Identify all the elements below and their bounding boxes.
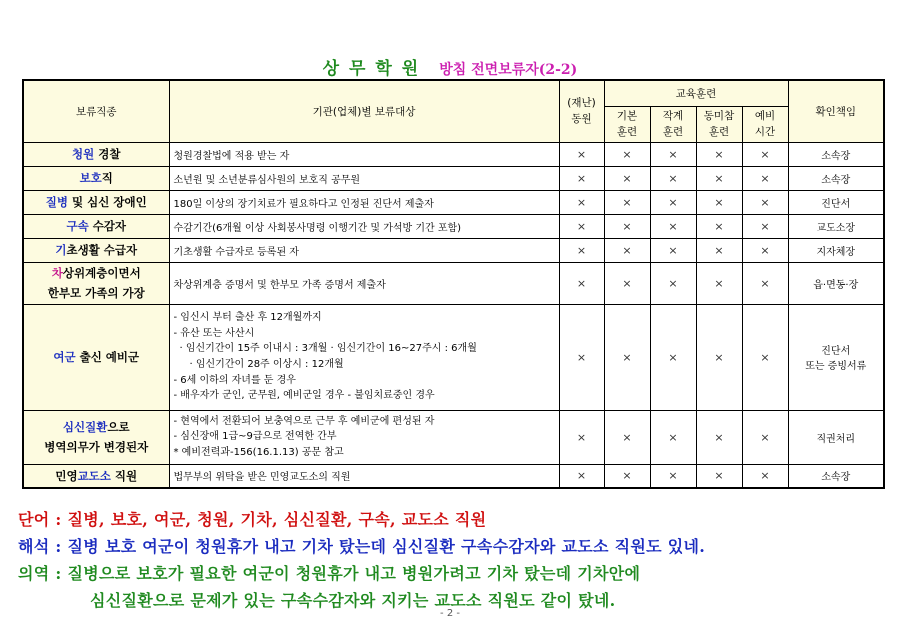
target-cell: 법무부의 위탁을 받은 민영교도소의 직원 [169,464,559,488]
category-highlight: 질병 [45,195,69,209]
confirm-cell: 지자체장 [788,238,884,262]
confirm-cell: 소속장 [788,464,884,488]
category-cell [23,214,169,238]
mark-cell: × [742,410,788,464]
mark-cell: × [742,142,788,166]
mark-cell: × [650,190,696,214]
header-category: 보류직종 [23,80,169,142]
category-text: 경찰 [94,147,121,161]
mark-cell: × [742,214,788,238]
mark-cell: × [604,214,650,238]
mark-cell: × [650,238,696,262]
mark-cell: × [742,464,788,488]
confirm-line: 진단서 [821,346,851,357]
category-highlight: 기 [55,243,67,257]
mark-cell: × [650,464,696,488]
mark-cell: × [559,262,604,304]
translation-line-1: 의역 : 질병으로 보호가 필요한 여군이 청원휴가 내고 병원가려고 기차 탔는데 기차안에 [18,564,641,583]
mark-cell: × [604,464,650,488]
category-cell [23,190,169,214]
category-cell [23,410,169,464]
target-cell: 차상위계층 증명서 및 한부모 가족 증명서 제출자 [169,262,559,304]
table-row [23,214,884,238]
category-highlight: 차 [51,266,63,280]
table-row [23,238,884,262]
header-backup-line2: 시간 [754,126,776,138]
mark-cell: × [650,214,696,238]
category-text: 출신 예비군 [75,350,140,364]
target-cell: 기초생활 수급자로 등록된 자 [169,238,559,262]
confirm-cell: 직권처리 [788,410,884,464]
category-cell [23,166,169,190]
mark-cell: × [696,166,742,190]
words-line: 단어 : 질병, 보호, 여군, 청원, 기차, 심신질환, 구속, 교도소 직원 [18,510,487,529]
mark-cell: × [696,214,742,238]
header-mobilization-line1: (재난) [567,97,596,110]
academy-title: 상 무 학 원 [322,59,421,79]
confirm-cell [788,304,884,410]
category-text: 및 심신 장애인 [68,195,147,209]
category-cell [23,142,169,166]
header-confirm: 확인책임 [788,80,884,142]
mnemonic-footer [18,506,888,614]
table-row [23,304,884,410]
confirm-cell: 진단서 [788,190,884,214]
category-highlight: 교도소 [77,468,111,483]
target-line: · 임신기간이 15주 이내시 : 3개월 · 임신기간이 16~27주시 : 6개월 [179,343,477,355]
mark-cell: × [559,142,604,166]
mark-cell: × [696,238,742,262]
mark-cell: × [604,410,650,464]
header-reserve-line2: 훈련 [708,126,730,138]
table-row [23,190,884,214]
target-line: - 심신장애 1급~9급으로 전역한 간부 [173,431,337,443]
header-backup-line1: 예비 [754,110,776,122]
header-backup-time [742,106,788,142]
header-training: 교육훈련 [604,80,788,106]
category-cell [23,304,169,410]
mark-cell: × [650,166,696,190]
target-line: * 예비전력과-156(16.1.13) 공문 참고 [173,446,344,458]
mark-cell: × [604,190,650,214]
mark-cell: × [559,190,604,214]
confirm-cell: 읍·면동·장 [788,262,884,304]
target-cell: 180일 이상의 장기치료가 필요하다고 인정된 진단서 제출자 [169,190,559,214]
mark-cell: × [559,304,604,410]
category-text: 초생활 수급자 [66,243,138,257]
mark-cell: × [559,238,604,262]
translation-line-2: 심신질환으로 문제가 있는 구속수감자와 지키는 교도소 직원도 같이 탔네. [90,591,616,610]
mark-cell: × [650,262,696,304]
header-basic-line2: 훈련 [616,126,638,138]
table-row [23,142,884,166]
mark-cell: × [559,166,604,190]
mark-cell: × [742,304,788,410]
mark-cell: × [604,166,650,190]
category-text-end: 직원 [110,468,138,483]
interpretation-line: 해석 : 질병 보호 여군이 청원휴가 내고 기차 탔는데 심신질환 구속수감자와 교도소 직원도 있네. [18,537,706,556]
header-reserve-training [696,106,742,142]
header-reserve-line1: 동미참 [703,110,735,122]
table-row [23,410,884,464]
mark-cell: × [650,410,696,464]
mark-cell: × [696,262,742,304]
category-highlight: 청원 [72,147,95,161]
mark-cell: × [696,190,742,214]
mark-cell: × [604,262,650,304]
target-cell: 소년원 및 소년분류심사원의 보호직 공무원 [169,166,559,190]
mark-cell: × [559,464,604,488]
mark-cell: × [742,262,788,304]
category-text-line2: 한부모 가족의 가장 [47,286,145,300]
header-mobilization-line2: 동원 [571,113,592,126]
target-cell [169,410,559,464]
category-cell [23,238,169,262]
target-cell: 수감기간(6개월 이상 사회봉사명령 이행기간 및 가석방 기간 포함) [169,214,559,238]
mark-cell: × [559,410,604,464]
target-line: - 임신시 부터 출산 후 12개월까지 [173,312,322,324]
confirm-cell: 교도소장 [788,214,884,238]
exemption-table [22,79,885,489]
category-text: 민영 [55,468,78,483]
category-text: 상위계층이면서 [62,266,141,280]
mark-cell: × [604,304,650,410]
target-line: - 유산 또는 사산시 [173,327,255,339]
target-line: · 임신기간이 28주 이상시 : 12개월 [189,359,344,370]
category-text: 수감자 [88,219,127,233]
mark-cell: × [742,238,788,262]
mark-cell: × [696,464,742,488]
page-title [0,54,900,79]
header-basic-line1: 기본 [616,110,638,122]
confirm-cell: 소속장 [788,166,884,190]
header-basic-training [604,106,650,142]
target-line: - 배우자가 군인, 군무원, 예비군일 경우 - 불임치료중인 경우 [173,390,435,402]
mark-cell: × [696,142,742,166]
category-highlight: 심신질환 [62,420,108,434]
target-cell: 청원경찰법에 적용 받는 자 [169,142,559,166]
mark-cell: × [696,410,742,464]
policy-subtitle: 방침 전면보류자(2-2) [439,62,578,78]
category-text: 직 [101,171,113,185]
mark-cell: × [742,190,788,214]
mark-cell: × [604,238,650,262]
target-line: - 6세 이하의 자녀를 둔 경우 [173,374,296,386]
category-highlight: 보호 [79,171,102,185]
header-target: 기관(업체)별 보류대상 [169,80,559,142]
table-row [23,166,884,190]
category-text-line2: 병역의무가 변경된자 [44,440,149,454]
category-cell [23,262,169,304]
mark-cell: × [650,142,696,166]
category-highlight: 구속 [66,219,89,233]
header-operation-line1: 작계 [662,110,684,122]
mark-cell: × [604,142,650,166]
mark-cell: × [559,214,604,238]
mark-cell: × [742,166,788,190]
header-operation-line2: 훈련 [662,126,684,138]
header-mobilization [559,80,604,142]
mark-cell: × [696,304,742,410]
table-row [23,262,884,304]
category-cell [23,464,169,488]
page-number: - 2 - [440,608,460,619]
category-highlight: 여군 [53,350,76,364]
target-cell [169,304,559,410]
table-row [23,464,884,488]
confirm-cell: 소속장 [788,142,884,166]
category-text: 으로 [107,420,130,434]
mark-cell: × [650,304,696,410]
target-line: - 현역에서 전환되어 보충역으로 근무 후 예비군에 편성된 자 [173,415,435,427]
confirm-line: 또는 증빙서류 [805,361,867,372]
header-operation-training [650,106,696,142]
